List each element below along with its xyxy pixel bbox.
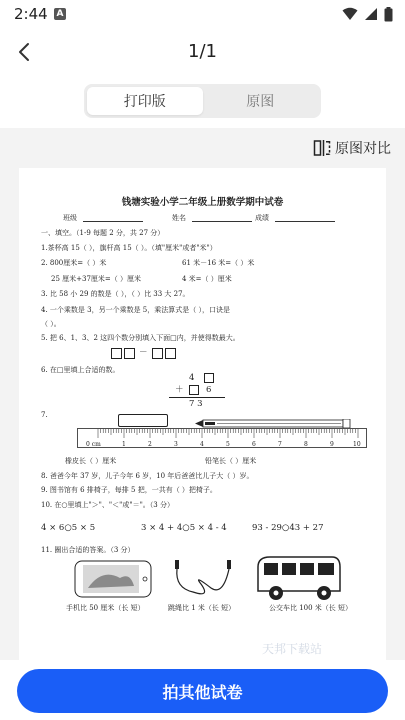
status-bar xyxy=(0,0,405,28)
name-label: 姓名 xyxy=(172,214,186,222)
phone-image xyxy=(74,560,152,598)
ruler-image xyxy=(77,428,367,448)
eraser-image xyxy=(118,414,168,427)
question-4: 4. 一个乘数是 3，另一个乘数是 5，乘法算式是（ ），口诀是 xyxy=(41,306,230,314)
status-icons xyxy=(342,6,393,22)
ruler-tick-label: 8 xyxy=(304,441,308,448)
view-mode-tabs xyxy=(84,84,321,118)
ruler-tick-label: 2 xyxy=(148,441,152,448)
bottom-action-bar xyxy=(0,660,405,720)
answer-box xyxy=(111,348,122,359)
question-2c: 25 厘米+37厘米=（ ）厘米 xyxy=(51,275,141,283)
q11-answer-bus: 公交车比 100 米（长 短） xyxy=(269,604,353,612)
question-8: 8. 爸爸今年 37 岁，儿子今年 6 岁，10 年后爸爸比儿子大（ ）岁。 xyxy=(41,472,254,480)
question-9: 9. 图书馆有 6 排椅子，每排 5 把，一共有（ ）把椅子。 xyxy=(41,486,217,494)
ruler-tick-label: 10 xyxy=(353,441,361,448)
watermark: 天邦下载站 xyxy=(262,642,323,656)
ruler-tick-label: 4 xyxy=(200,441,204,448)
sum-line xyxy=(169,397,225,398)
exam-paper xyxy=(19,168,386,660)
q10-expression-3: 93 - 29○43 + 27 xyxy=(252,523,324,533)
question-2a: 2. 800厘米=（ ）米 xyxy=(41,259,107,267)
q6-bottom-digits: 7 3 xyxy=(189,399,203,409)
app-header xyxy=(0,28,405,76)
question-10: 10. 在○里填上"＞"、"＜"或"＝"。（3 分） xyxy=(41,501,174,509)
jump-rope-image xyxy=(171,558,235,602)
class-label: 班级 xyxy=(63,214,77,222)
answer-box xyxy=(124,348,135,359)
score-blank xyxy=(275,221,335,222)
q6-mid-digit: 6 xyxy=(206,385,212,395)
wifi-icon xyxy=(342,7,358,21)
score-label: 成绩 xyxy=(255,214,269,222)
question-7: 7. xyxy=(41,411,48,419)
ruler-tick-label: 9 xyxy=(330,441,334,448)
ruler-tick-label: 0 cm xyxy=(86,441,101,448)
compare-icon xyxy=(313,139,331,157)
q11-answer-phone: 手机比 50 厘米（长 短） xyxy=(66,604,145,612)
question-7-pencil: 铅笔长（ ）厘米 xyxy=(205,457,257,465)
question-6: 6. 在□里填上合适的数。 xyxy=(41,366,120,374)
compare-label: 原图对比 xyxy=(335,141,391,157)
question-11: 11. 圈出合适的答案。（3 分） xyxy=(41,546,135,554)
tab-original-image[interactable]: 原图 xyxy=(246,94,275,110)
question-3: 3. 比 58 小 29 的数是（ ），（ ）比 33 大 27。 xyxy=(41,290,190,298)
q11-answer-rope: 跳绳比 1 米（长 短） xyxy=(168,604,236,612)
q10-expression-2: 3 × 4 + 4○5 × 4 - 4 xyxy=(141,523,227,533)
answer-box xyxy=(189,385,199,395)
page-title: 1/1 xyxy=(188,41,217,62)
exam-title: 钱塘实验小学二年级上册数学期中试卷 xyxy=(121,197,284,208)
pencil-image xyxy=(195,419,351,428)
ruler-tick-label: 7 xyxy=(278,441,282,448)
bus-image xyxy=(254,553,344,603)
signal-icon xyxy=(364,7,378,21)
status-time: 2:44 xyxy=(14,5,48,23)
answer-box xyxy=(165,348,176,359)
name-blank xyxy=(192,221,252,222)
question-4-continued: （ ）。 xyxy=(41,320,61,328)
compare-button[interactable] xyxy=(313,138,391,158)
question-7-eraser: 橡皮长（ ）厘米 xyxy=(65,457,117,465)
q10-expression-1: 4 × 6○5 × 5 xyxy=(41,523,96,533)
battery-icon xyxy=(384,7,393,22)
question-1: 1.茶杯高 15（ ），旗杆高 15（ ）。（填"厘米"或者"米"） xyxy=(41,244,217,252)
answer-box xyxy=(152,348,163,359)
question-2d: 4 米=（ ）厘米 xyxy=(182,275,232,283)
class-blank xyxy=(83,221,143,222)
question-2b: 61 米－16 米=（ ）米 xyxy=(182,259,255,267)
ruler-tick-label: 1 xyxy=(122,441,126,448)
tab-print-version[interactable]: 打印版 xyxy=(87,87,203,115)
minus-sign: － xyxy=(139,348,148,358)
ruler-tick-label: 3 xyxy=(174,441,178,448)
question-5: 5. 把 6、1、3、2 这四个数分别填入下面□内，并使得数最大。 xyxy=(41,334,240,342)
ruler-tick-label: 5 xyxy=(226,441,230,448)
ruler-tick-label: 6 xyxy=(252,441,256,448)
scan-other-exam-button[interactable]: 拍其他试卷 xyxy=(17,669,388,713)
q6-top-digit: 4 xyxy=(189,373,195,383)
preview-area xyxy=(0,128,405,660)
q6-plus: ＋ xyxy=(175,385,184,395)
notification-icon: A xyxy=(54,8,66,20)
answer-box xyxy=(204,373,214,383)
section-1-heading: 一、填空。（1-9 每题 2 分，共 27 分） xyxy=(41,229,165,237)
